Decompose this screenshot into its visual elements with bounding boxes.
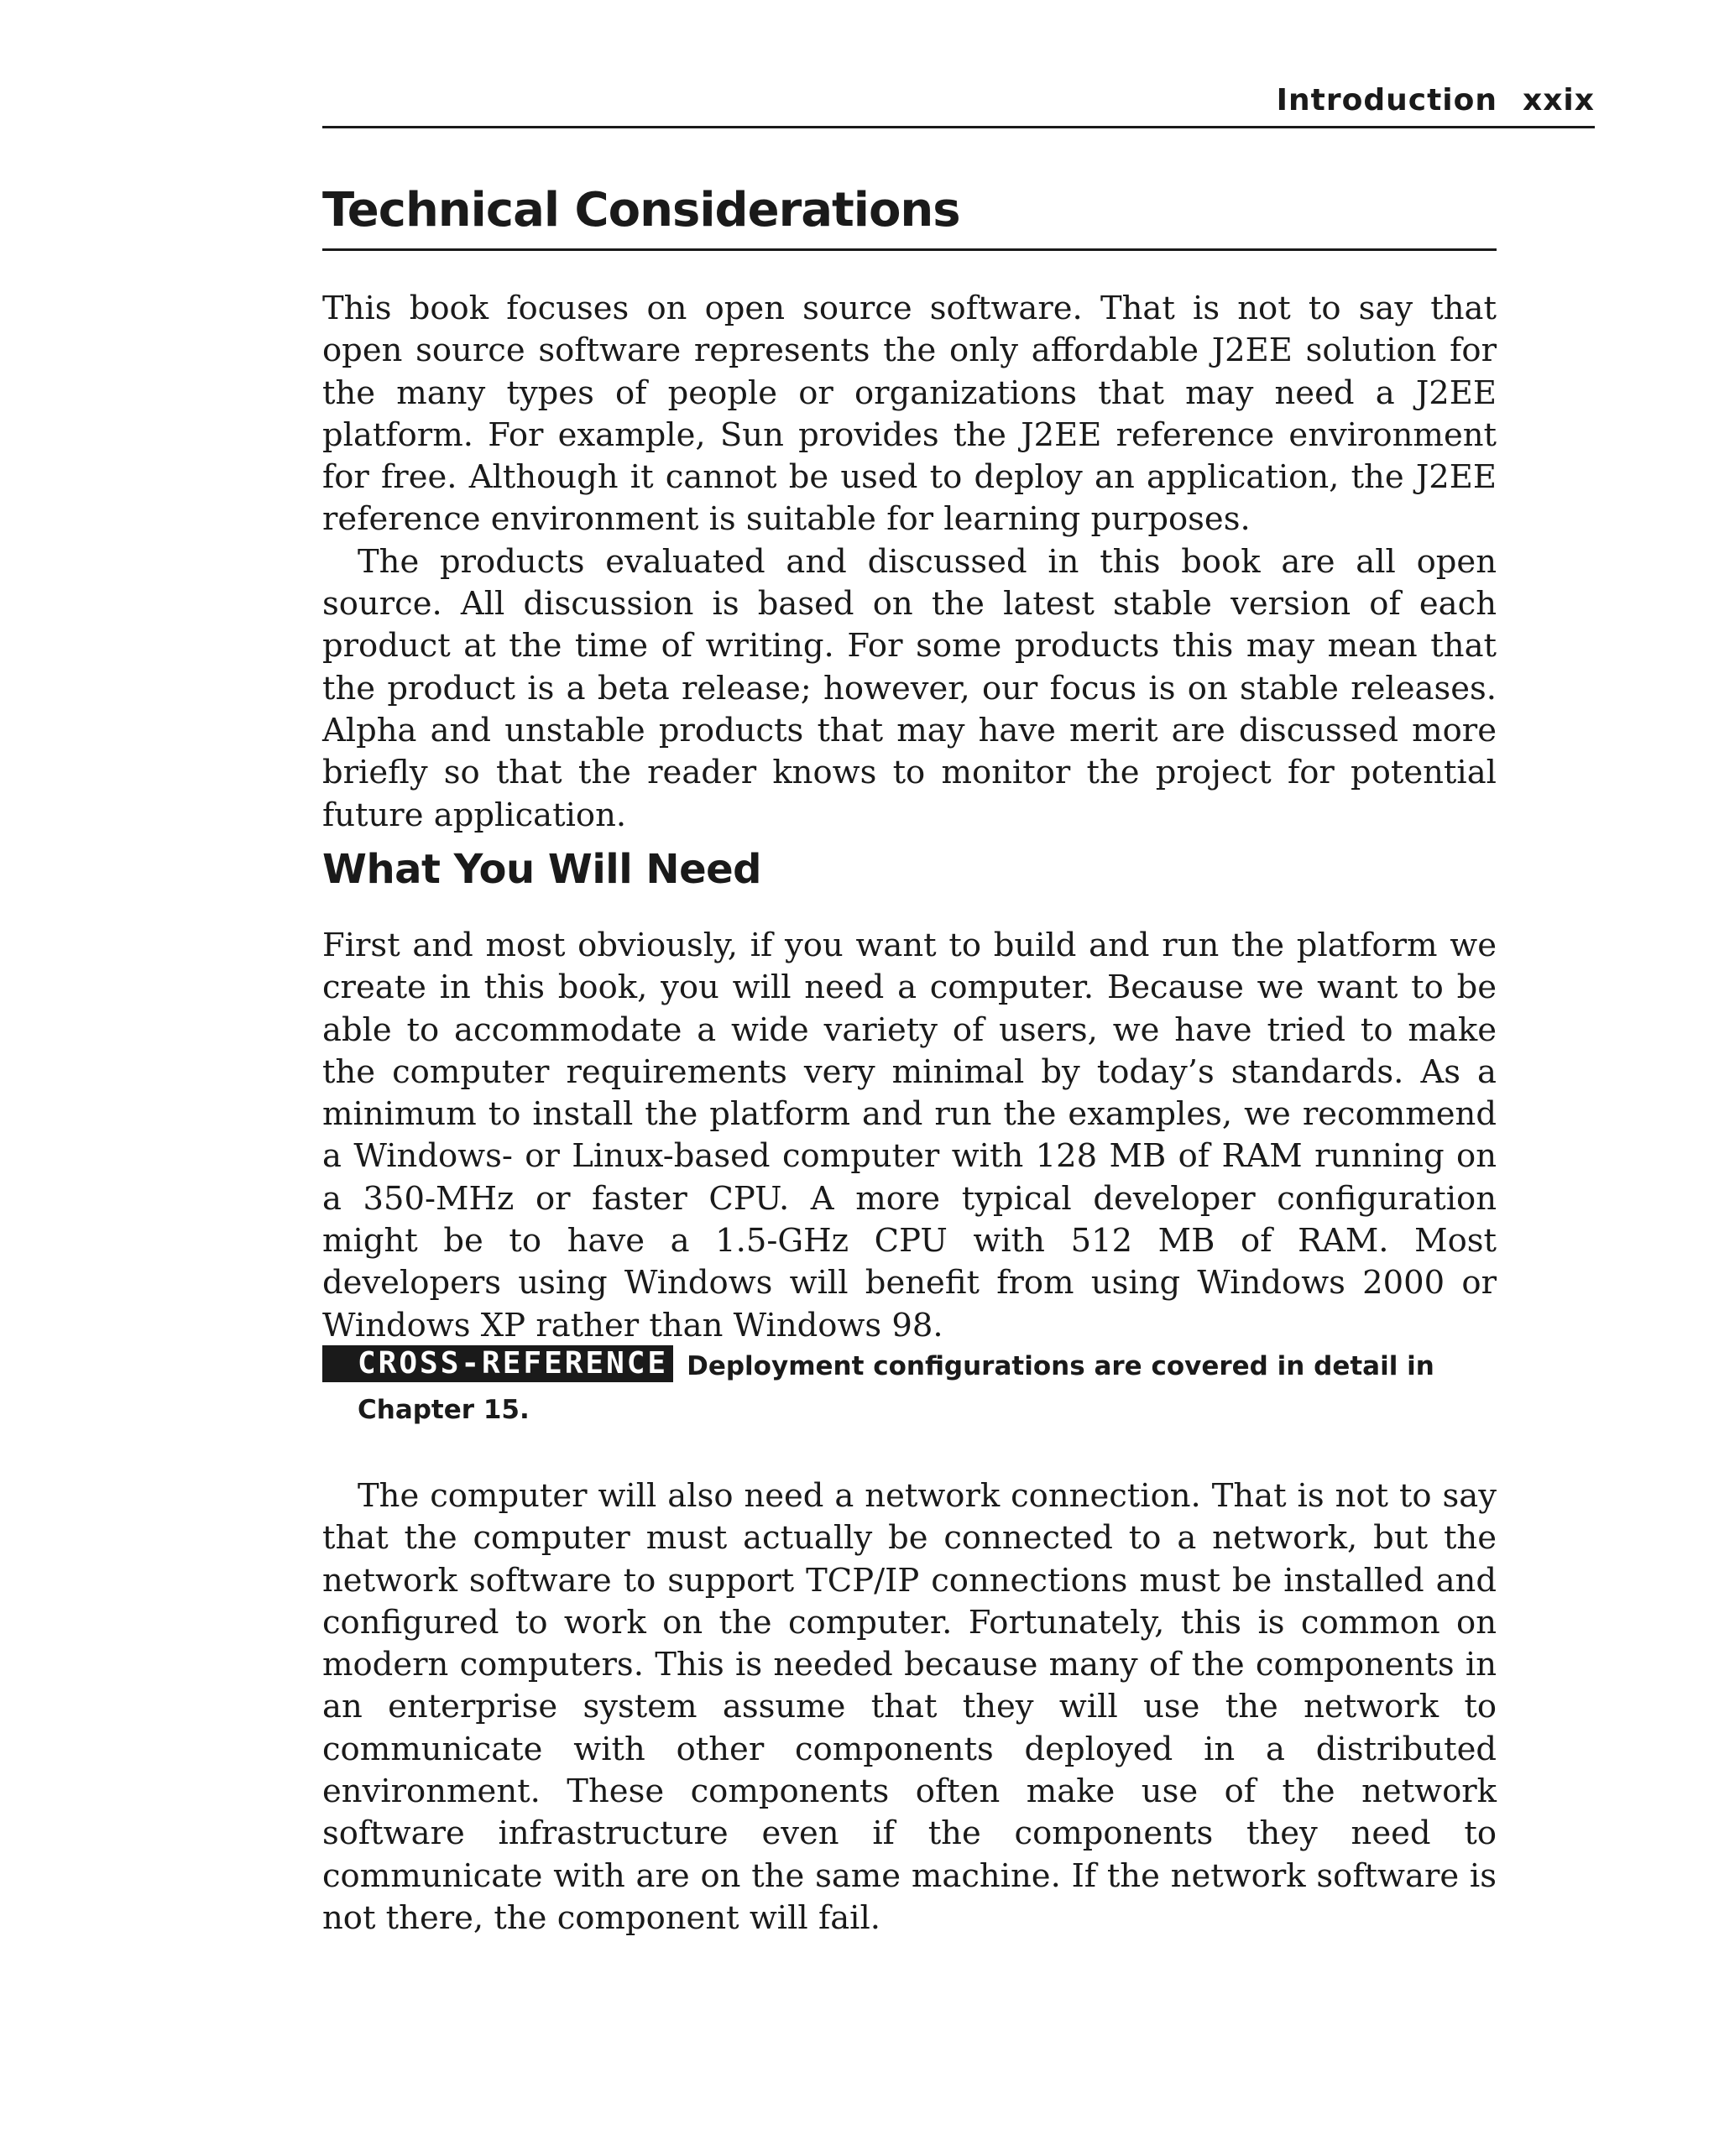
intro-text-block	[322, 288, 1497, 837]
paragraph-open-source: This book focuses on open source software. That is not to say that open source software represents the only affordable J2EE solution for the many types of people or organizations that may need a J2EE platform. For example, Sun provides the J2EE reference environment for free. Although it cannot be used to deploy an application, the J2EE reference environment is suitable for learning purposes.	[322, 290, 1497, 539]
section-heading	[322, 176, 1497, 251]
cross-reference-tag: CROSS-REFERENCE	[322, 1345, 673, 1382]
page-number: xxix	[1522, 83, 1595, 117]
running-header-text	[1277, 83, 1595, 117]
cross-reference-chapter: Chapter 15.	[358, 1395, 530, 1425]
requirements-text-block	[322, 925, 1497, 1347]
running-header-section: Introduction	[1276, 83, 1497, 117]
subsection-heading: What You Will Need	[322, 846, 762, 893]
paragraph-products: The products evaluated and discussed in this book are all open source. All discussion is based on the latest stable version of each product at the time of writing. For some products this may mean that the product is a beta release; however, our focus is on stable releases. Alpha and unstable products that may have merit are discussed more briefly so that the reader knows to monitor the project for potential future application.	[322, 542, 1497, 834]
cross-reference-text: Deployment configurations are covered in detail in	[687, 1351, 1434, 1381]
cross-reference-line1	[322, 1344, 1497, 1388]
paragraph-network: The computer will also need a network connection. That is not to say that the computer must actually be connected to a network, but the network software to support TCP/IP connections must be installed and configured to work on the computer. Fortunately, this is common on modern computers. This is needed because many of the components in an enterprise system assume that they will use the network to communicate with other components deployed in a distributed environment. These components often make use of the network software infrastructure even if the components they need to communicate with are on the same machine. If the network software is not there, the component will fail.	[322, 1477, 1497, 1937]
cross-reference-callout	[322, 1344, 1497, 1432]
section-heading-text: Technical Considerations	[322, 183, 960, 238]
running-header	[322, 80, 1595, 128]
network-text-block	[322, 1475, 1497, 1939]
paragraph-computer-requirements: First and most obviously, if you want to build and run the platform we create in this book, you will need a computer. Because we want to be able to accommodate a wide variety of users, we have tried to make the computer requirements very minimal by today’s standards. As a minimum to install the platform and run the examples, we recommend a Windows- or Linux-based computer with 128 MB of RAM running on a 350-MHz or faster CPU. A more typical developer configuration might be to have a 1.5-GHz CPU with 512 MB of RAM. Most developers using Windows will benefit from using Windows 2000 or Windows XP rather than Windows 98.	[322, 927, 1497, 1344]
